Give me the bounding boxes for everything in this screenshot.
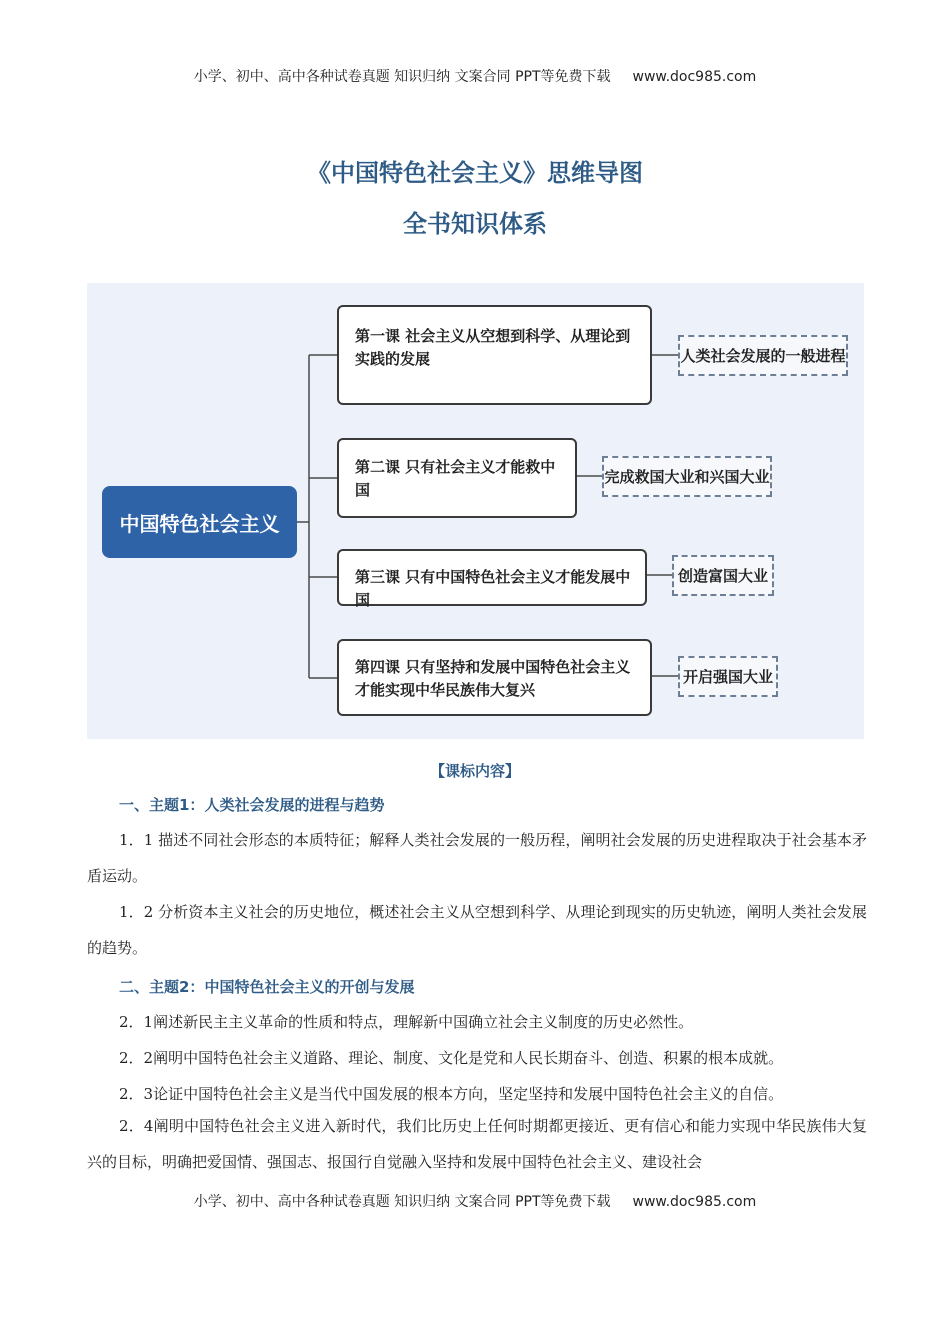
mind-map: [87, 283, 864, 739]
footer-site-link[interactable]: www.doc985.com: [632, 1194, 757, 1210]
lesson-1-summary: 人类社会发展的一般进程: [678, 335, 848, 376]
topic-1-title: 一、主题1：人类社会发展的进程与趋势: [119, 796, 385, 814]
lesson-2-summary: 完成救国大业和兴国大业: [602, 456, 772, 497]
page-subtitle: 全书知识体系: [403, 210, 547, 238]
page-header: [0, 66, 950, 86]
header-site-link[interactable]: www.doc985.com: [632, 69, 757, 85]
lesson-1-node: 第一课 社会主义从空想到科学、从理论到实践的发展: [337, 305, 652, 405]
topic-2-item-2: 2．2阐明中国特色社会主义道路、理论、制度、文化是党和人民长期奋斗、创造、积累的根本成就。: [119, 1049, 784, 1067]
page-title: 《中国特色社会主义》思维导图: [307, 159, 643, 187]
lesson-3-node: 第三课 只有中国特色社会主义才能发展中国: [337, 549, 647, 606]
lesson-4-node: 第四课 只有坚持和发展中国特色社会主义才能实现中华民族伟大复兴: [337, 639, 652, 716]
header-text: 小学、初中、高中各种试卷真题 知识归纳 文案合同 PPT等免费下载: [193, 69, 611, 85]
topic-2-item-1: 2．1阐述新民主主义革命的性质和特点，理解新中国确立社会主义制度的历史必然性。: [119, 1013, 694, 1031]
topic-2-item-4: 2．4阐明中国特色社会主义进入新时代，我们比历史上任何时期都更接近、更有信心和能力实现中华民族伟大复兴的目标，明确把爱国情、强国志、报国行自觉融入坚持和发展中国特色社会主义、建设社会: [87, 1117, 867, 1171]
topic-1-item-2: 1．2 分析资本主义社会的历史地位，概述社会主义从空想到科学、从理论到现实的历史轨迹，阐明人类社会发展的趋势。: [87, 903, 867, 957]
lesson-4-summary: 开启强国大业: [678, 656, 778, 697]
topic-2-item-3: 2．3论证中国特色社会主义是当代中国发展的根本方向，坚定坚持和发展中国特色社会主义的自信。: [119, 1085, 784, 1103]
footer-text: 小学、初中、高中各种试卷真题 知识归纳 文案合同 PPT等免费下载: [193, 1194, 611, 1210]
topic-2-title: 二、主题2：中国特色社会主义的开创与发展: [119, 978, 415, 996]
topic-1-item-1: 1．1 描述不同社会形态的本质特征；解释人类社会发展的一般历程，阐明社会发展的历史进程取决于社会基本矛盾运动。: [87, 831, 867, 885]
lesson-3-summary: 创造富国大业: [672, 555, 774, 596]
standards-heading: 【课标内容】: [429, 762, 520, 780]
lesson-2-node: 第二课 只有社会主义才能救中国: [337, 438, 577, 518]
mind-map-root: 中国特色社会主义: [102, 486, 297, 558]
page-footer: [0, 1191, 950, 1211]
